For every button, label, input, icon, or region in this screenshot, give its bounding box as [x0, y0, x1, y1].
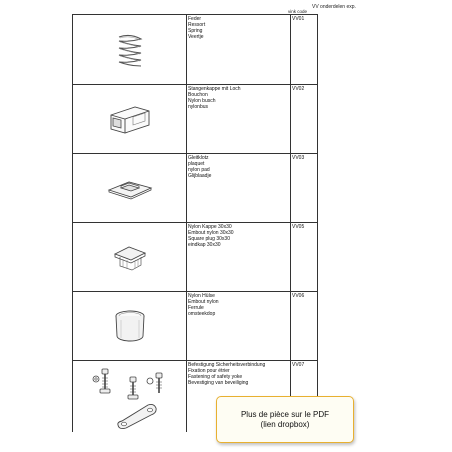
part-name-de: Nylon Kappe 30x30: [188, 224, 232, 230]
rod-cap-icon: [73, 85, 186, 153]
parts-table: [72, 14, 318, 432]
part-name-en: Fastening of safety yoke: [188, 374, 243, 380]
document-title: VV onderdelen exp.: [312, 4, 356, 10]
part-name-nl: eindkap 30x30: [188, 242, 221, 248]
part-name-nl: nylonbus: [188, 104, 209, 110]
nylon-pad-icon: [73, 154, 186, 222]
part-name-en: Ferrule: [188, 305, 204, 311]
part-code: VV05: [292, 224, 305, 230]
part-name-en: Square plug 30x30: [188, 236, 230, 242]
part-description: [188, 86, 288, 110]
part-name-nl: Glijblaadje: [188, 173, 212, 179]
part-row-vv06: [73, 292, 317, 361]
part-name-fr: Ressort: [188, 22, 206, 28]
part-row-vv01: [73, 15, 317, 85]
part-code: VV06: [292, 293, 305, 299]
part-description: [188, 155, 288, 179]
ferrule-icon: [73, 292, 186, 360]
part-name-fr: Embout nylon 30x30: [188, 230, 234, 236]
part-name-en: Nylon busch: [188, 98, 216, 104]
square-plug-icon: [73, 223, 186, 291]
part-name-de: Befestigung Sicherheitsverbindung: [188, 362, 266, 368]
part-code: VV02: [292, 86, 305, 92]
vink-code-header: vink code: [288, 9, 308, 14]
tooltip-line-1: Plus de pièce sur le PDF: [240, 409, 330, 419]
tooltip-line-2: (lien dropbox): [260, 419, 310, 429]
pdf-link-tooltip[interactable]: [216, 396, 354, 443]
part-name-nl: Bevestiging van beveiliging: [188, 380, 249, 386]
part-name-de: Stangenkappe mit Loch: [188, 86, 241, 92]
part-description: [188, 362, 288, 386]
part-description: [188, 293, 288, 317]
spring-icon: [73, 15, 186, 84]
part-name-nl: Veertje: [188, 34, 204, 40]
safety-yoke-fastening-icon: [73, 361, 186, 433]
part-name-fr: Fixation pour étrier: [188, 368, 230, 374]
part-name-fr: plaquet: [188, 161, 205, 167]
part-name-de: Feder: [188, 16, 202, 22]
part-name-nl: omsteekdop: [188, 311, 216, 317]
part-code: VV01: [292, 16, 305, 22]
part-name-en: nylon pad: [188, 167, 210, 173]
part-row-vv02: [73, 85, 317, 154]
part-description: [188, 224, 288, 248]
part-name-fr: Bouchon: [188, 92, 208, 98]
part-description: [188, 16, 288, 40]
part-code: VV03: [292, 155, 305, 161]
part-row-vv03: [73, 154, 317, 223]
part-name-de: Gleitklotz: [188, 155, 209, 161]
part-name-en: Spring: [188, 28, 203, 34]
part-name-de: Nylon Hülse: [188, 293, 215, 299]
part-name-fr: Embout nylon: [188, 299, 219, 305]
part-code: VV07: [292, 362, 305, 368]
part-row-vv05: [73, 223, 317, 292]
